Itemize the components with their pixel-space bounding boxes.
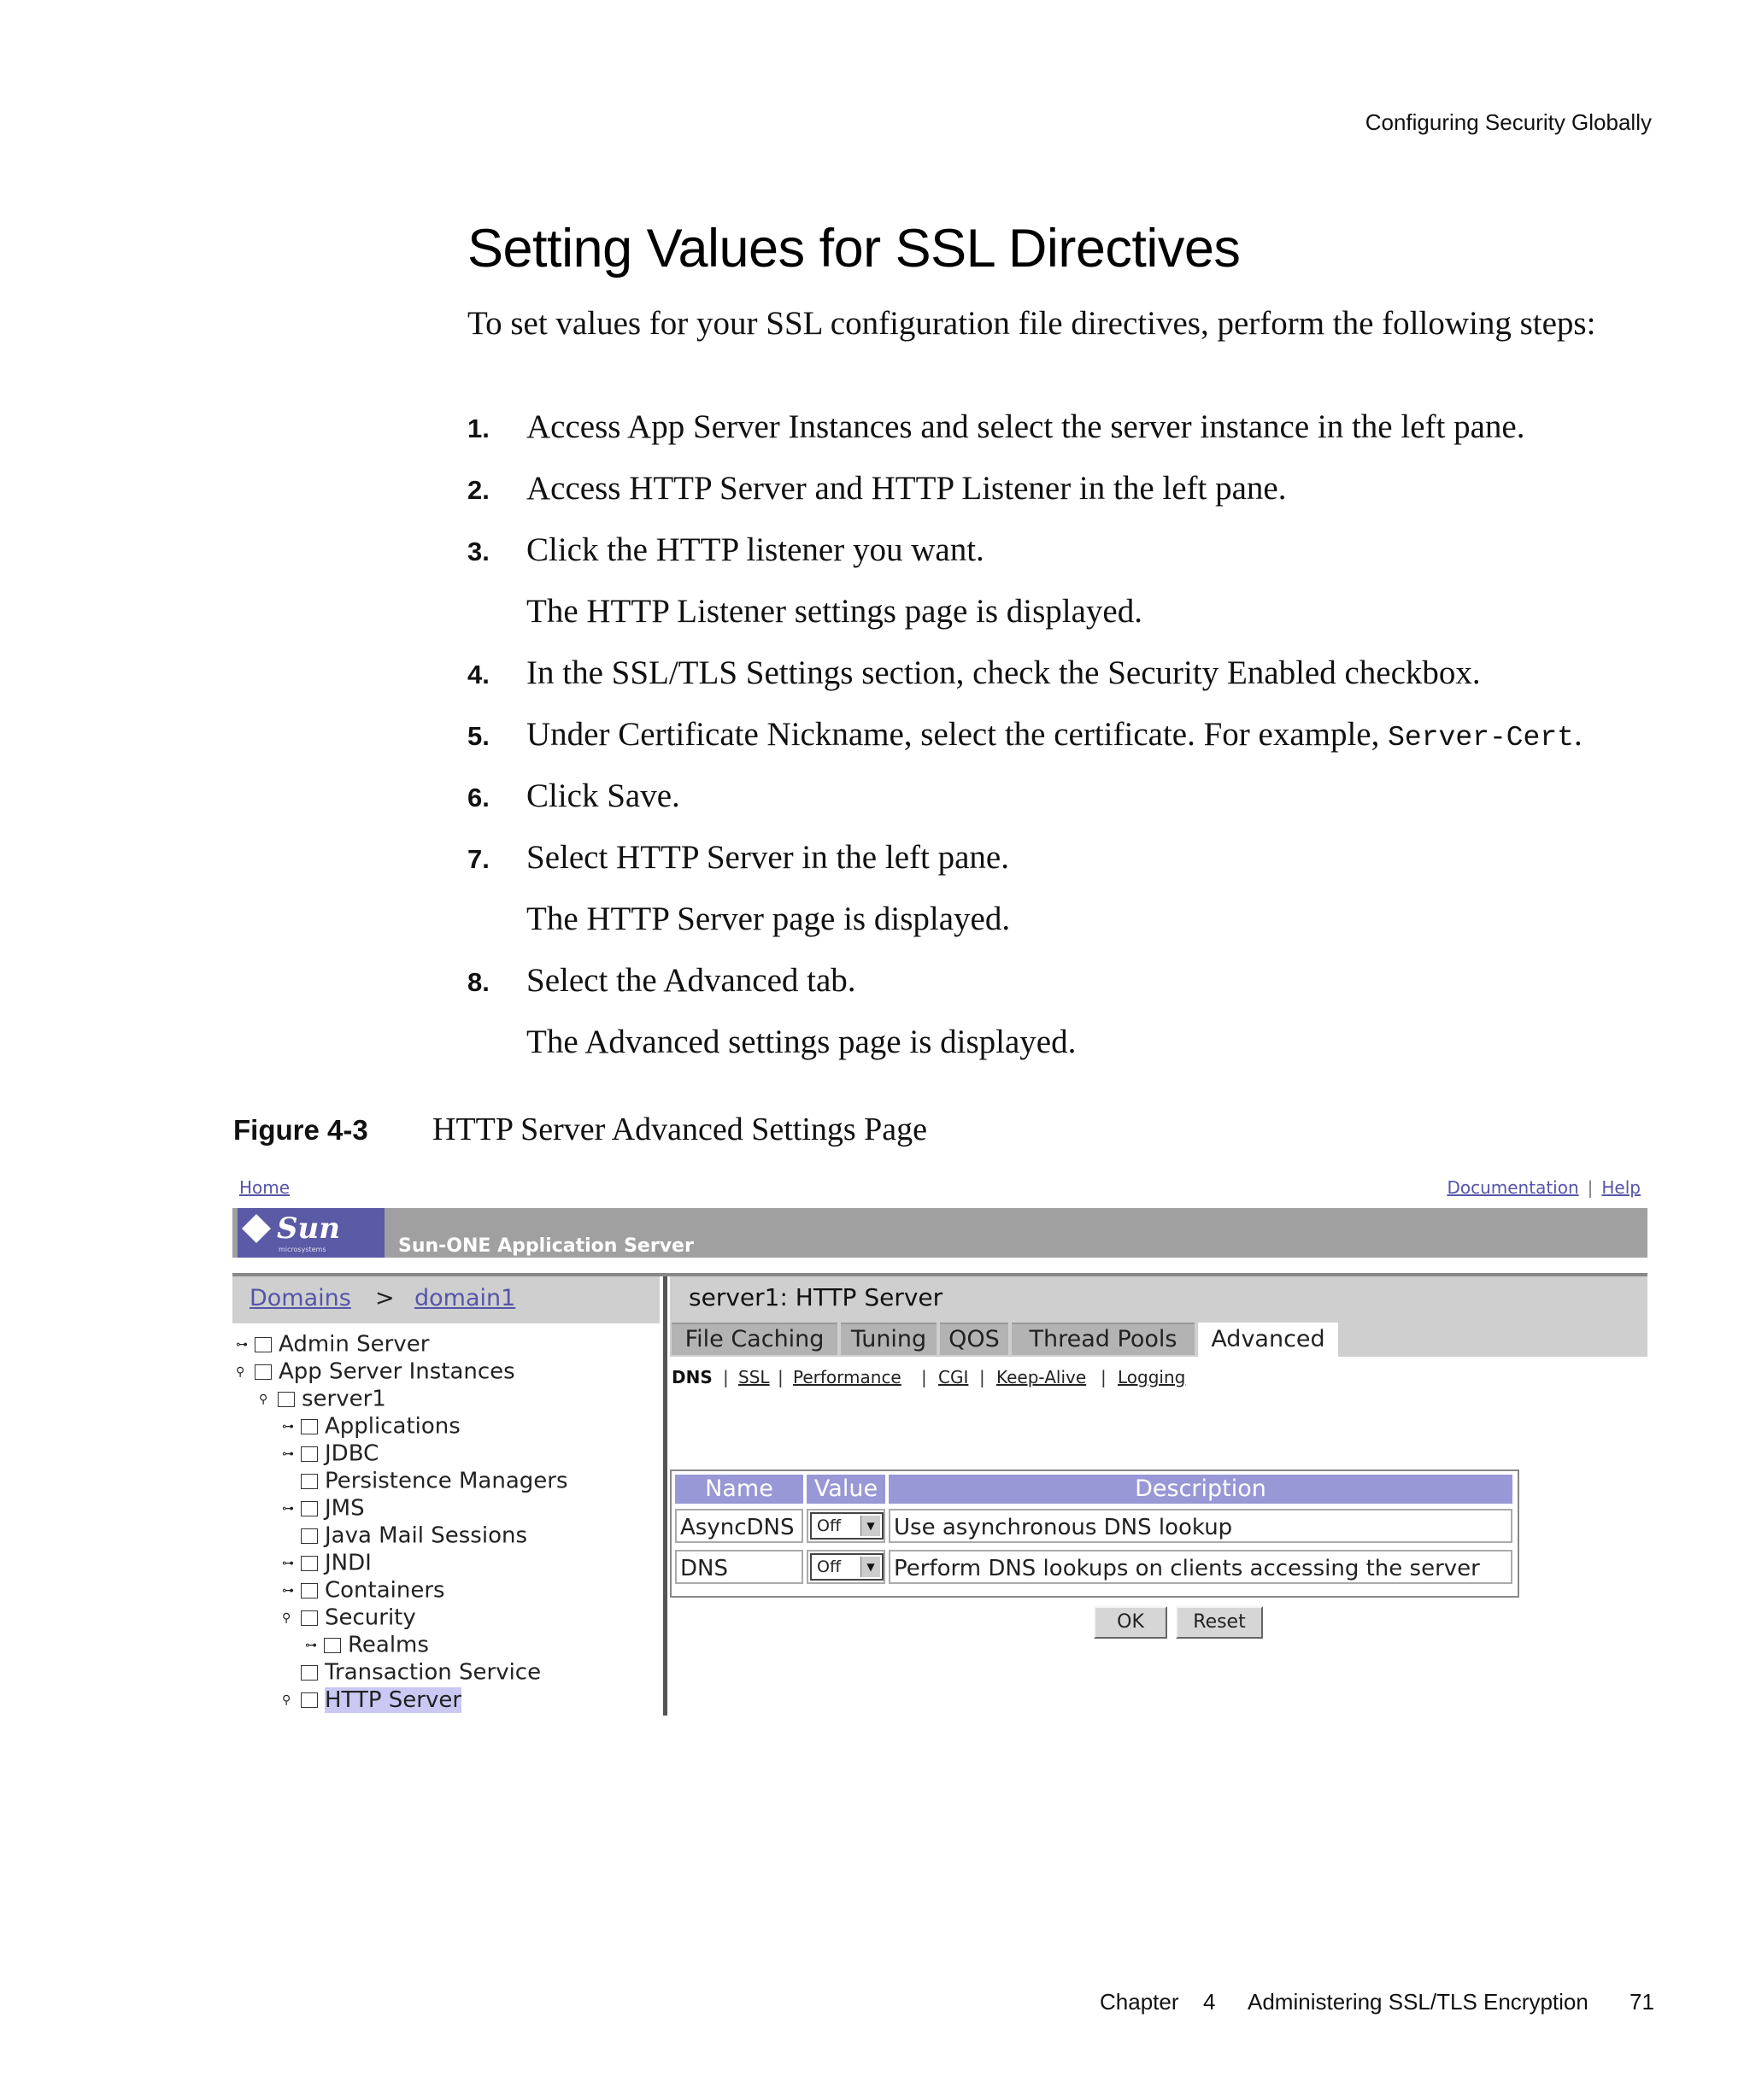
step-number: 8. [467, 967, 490, 997]
ok-button[interactable]: OK [1094, 1606, 1167, 1639]
tree-item-label: JDBC [325, 1440, 379, 1467]
tree-node-icon [278, 1392, 295, 1407]
tree-node-icon [301, 1528, 318, 1544]
tree-node-icon [301, 1419, 318, 1434]
footer-chapter-label: Chapter [1100, 1989, 1179, 2015]
tree-node-icon [301, 1610, 318, 1626]
step-8-note [467, 1017, 1689, 1078]
expand-toggle-icon[interactable]: ⊶ [282, 1419, 294, 1434]
footer-chapter-title: Administering SSL/TLS Encryption [1248, 1989, 1589, 2015]
step-list [467, 402, 1689, 1078]
tree-item-admin-server[interactable] [236, 1330, 429, 1358]
step-number: 4. [467, 660, 490, 689]
step-5 [467, 709, 1689, 771]
tree-node-icon [301, 1474, 318, 1489]
sun-logo [238, 1208, 385, 1258]
step-8 [467, 955, 1689, 1017]
tree-node-icon [301, 1583, 318, 1598]
intro-paragraph: To set values for your SSL configuration file directives, perform the following steps: [467, 305, 1596, 342]
step-3-note [467, 586, 1689, 648]
subnav-ssl[interactable]: SSL [738, 1367, 770, 1387]
tree-item-app-server-instances[interactable] [236, 1358, 515, 1385]
code-certificate-name: Server-Cert [1388, 722, 1574, 754]
tree-item-realms[interactable] [305, 1631, 429, 1658]
tree-item-http-server[interactable] [282, 1686, 461, 1713]
select-value: Off [817, 1516, 842, 1535]
home-link[interactable]: Home [239, 1177, 291, 1198]
tree-node-icon [301, 1446, 318, 1462]
logo-subtext: microsystems [279, 1246, 326, 1253]
tree-item-transaction-service[interactable] [282, 1658, 541, 1686]
tree-item-persistence-managers[interactable] [282, 1467, 568, 1494]
tab-advanced[interactable]: Advanced [1198, 1323, 1338, 1357]
row-asyncdns-name: AsyncDNS [675, 1509, 803, 1543]
tree-item-label: HTTP Server [325, 1686, 462, 1713]
row-asyncdns-description: Use asynchronous DNS lookup [889, 1509, 1512, 1543]
help-link[interactable]: Help [1601, 1177, 1641, 1198]
pane-divider[interactable] [663, 1276, 667, 1716]
expand-toggle-icon[interactable]: ⚲ [236, 1364, 245, 1379]
navigation-pane [232, 1276, 660, 1716]
step-number: 5. [467, 721, 490, 751]
expand-toggle-icon[interactable]: ⊶ [305, 1638, 317, 1652]
step-text: Access HTTP Server and HTTP Listener in the left pane. [526, 470, 1287, 507]
subnav-separator: | [921, 1367, 927, 1387]
step-1 [467, 402, 1689, 463]
select-value: Off [817, 1557, 842, 1576]
expand-toggle-icon[interactable]: ⊶ [236, 1337, 248, 1352]
subnav-keep-alive[interactable]: Keep-Alive [996, 1367, 1087, 1387]
column-header-description: Description [889, 1475, 1512, 1504]
tree-item-label: Java Mail Sessions [325, 1522, 528, 1549]
subnav-separator: | [979, 1367, 985, 1387]
tree-item-label: Applications [325, 1413, 461, 1440]
tree-item-server1[interactable] [259, 1385, 386, 1412]
breadcrumb-separator: > [375, 1285, 395, 1311]
subnav-separator: | [1101, 1367, 1107, 1387]
figure-caption [233, 1111, 927, 1148]
logo-text: Sun [277, 1211, 340, 1246]
tree-item-containers[interactable] [282, 1576, 445, 1604]
expand-toggle-icon[interactable]: ⚲ [282, 1692, 291, 1707]
row-asyncdns-value-cell [807, 1509, 885, 1543]
step-number: 3. [467, 537, 490, 566]
step-number: 2. [467, 475, 490, 505]
figure-title: HTTP Server Advanced Settings Page [432, 1112, 928, 1147]
step-number: 6. [467, 783, 490, 812]
tree-item-label: Admin Server [279, 1331, 430, 1358]
step-number: 1. [467, 414, 490, 443]
tab-file-caching[interactable]: File Caching [672, 1323, 837, 1355]
dropdown-arrow-icon: ▼ [860, 1516, 880, 1536]
step-note: The Advanced settings page is displayed. [526, 1024, 1077, 1060]
expand-toggle-icon[interactable]: ⚲ [282, 1610, 291, 1625]
asyncdns-value-select[interactable] [810, 1512, 884, 1540]
step-4 [467, 648, 1689, 709]
step-text: Click the HTTP listener you want. [526, 531, 984, 568]
subnav-cgi[interactable]: CGI [938, 1367, 969, 1387]
tree-item-label: Persistence Managers [325, 1468, 568, 1494]
subnav-separator: | [778, 1367, 784, 1387]
breadcrumb [232, 1276, 660, 1323]
column-header-value: Value [807, 1475, 885, 1504]
tree-node-icon [301, 1665, 318, 1681]
tree-item-jdbc[interactable] [282, 1440, 379, 1467]
dropdown-arrow-icon: ▼ [860, 1557, 880, 1577]
step-6 [467, 771, 1689, 832]
step-number: 7. [467, 844, 490, 874]
tab-thread-pools[interactable]: Thread Pools [1012, 1323, 1195, 1355]
step-3 [467, 525, 1689, 586]
page-title: server1: HTTP Server [689, 1283, 943, 1311]
sun-logo-icon [242, 1214, 271, 1243]
tree-item-java-mail-sessions[interactable] [282, 1522, 527, 1549]
step-text: Select the Advanced tab. [526, 962, 856, 999]
expand-toggle-icon[interactable]: ⊶ [282, 1446, 294, 1461]
tree-node-icon [301, 1501, 318, 1516]
step-text-tail: . [1573, 716, 1583, 753]
step-text: Access App Server Instances and select the server instance in the left pane. [526, 408, 1525, 445]
step-note: The HTTP Server page is displayed. [526, 900, 1011, 937]
subnav-dns[interactable]: DNS [672, 1367, 713, 1387]
breadcrumb-domains[interactable]: Domains [250, 1285, 351, 1311]
step-note: The HTTP Listener settings page is displayed. [526, 593, 1142, 630]
tree-item-label: App Server Instances [279, 1358, 515, 1385]
figure-label: Figure 4-3 [233, 1114, 368, 1146]
content-header [670, 1276, 1647, 1357]
expand-toggle-icon[interactable]: ⊶ [282, 1583, 294, 1598]
link-separator: | [1587, 1177, 1594, 1198]
tree-node-icon [301, 1556, 318, 1571]
documentation-link[interactable]: Documentation [1447, 1177, 1579, 1198]
tree-item-security[interactable] [282, 1604, 416, 1631]
tree-item-jms[interactable] [282, 1494, 365, 1522]
expand-toggle-icon[interactable]: ⊶ [282, 1501, 294, 1516]
dns-value-select[interactable] [810, 1553, 884, 1581]
tree-node-icon [255, 1337, 272, 1352]
tab-tuning[interactable]: Tuning [841, 1323, 937, 1355]
admin-console-screenshot [232, 1177, 1647, 1716]
step-text-main: Under Certificate Nickname, select the certificate. For example, [526, 716, 1389, 753]
step-text [526, 709, 1583, 764]
step-text: Click Save. [526, 777, 680, 814]
tree-item-label: server1 [302, 1386, 386, 1412]
section-title: Setting Values for SSL Directives [467, 219, 1241, 279]
tree-item-label: Security [325, 1604, 416, 1631]
subnav-logging[interactable]: Logging [1118, 1367, 1186, 1387]
subnav-separator: | [723, 1367, 729, 1387]
running-head: Configuring Security Globally [1365, 109, 1652, 135]
tree-item-applications[interactable] [282, 1412, 461, 1440]
tree-item-jndi[interactable] [282, 1549, 372, 1576]
step-7 [467, 832, 1689, 894]
step-7-note [467, 894, 1689, 955]
row-dns-description: Perform DNS lookups on clients accessing the server [889, 1550, 1512, 1584]
row-dns-name: DNS [675, 1550, 803, 1584]
tree-item-label: Realms [348, 1632, 429, 1658]
step-text: Select HTTP Server in the left pane. [526, 839, 1009, 876]
row-dns-value-cell [807, 1550, 885, 1584]
tree-node-icon [301, 1692, 318, 1708]
subnav-performance[interactable]: Performance [793, 1367, 901, 1387]
content-pane [670, 1276, 1647, 1716]
expand-toggle-icon[interactable]: ⚲ [259, 1392, 268, 1406]
tree-item-label: JMS [325, 1495, 365, 1522]
advanced-settings-table [670, 1469, 1519, 1598]
step-2 [467, 463, 1689, 525]
tree-item-label: Containers [325, 1577, 445, 1604]
tab-qos[interactable]: QOS [940, 1323, 1008, 1355]
tree-item-label: JNDI [325, 1550, 372, 1576]
breadcrumb-domain1[interactable]: domain1 [414, 1285, 516, 1311]
tree-node-icon [255, 1364, 272, 1380]
step-text: In the SSL/TLS Settings section, check the Security Enabled checkbox. [526, 654, 1481, 691]
product-name: Sun-ONE Application Server [398, 1235, 694, 1257]
top-links [1447, 1177, 1641, 1198]
expand-toggle-icon[interactable]: ⊶ [282, 1556, 294, 1570]
reset-button[interactable]: Reset [1176, 1606, 1263, 1639]
tree-item-label: Transaction Service [325, 1659, 542, 1686]
footer-chapter-number: 4 [1203, 1989, 1216, 2015]
footer-page-number: 71 [1630, 1989, 1654, 2015]
tree-node-icon [324, 1638, 341, 1653]
column-header-name: Name [675, 1475, 803, 1504]
